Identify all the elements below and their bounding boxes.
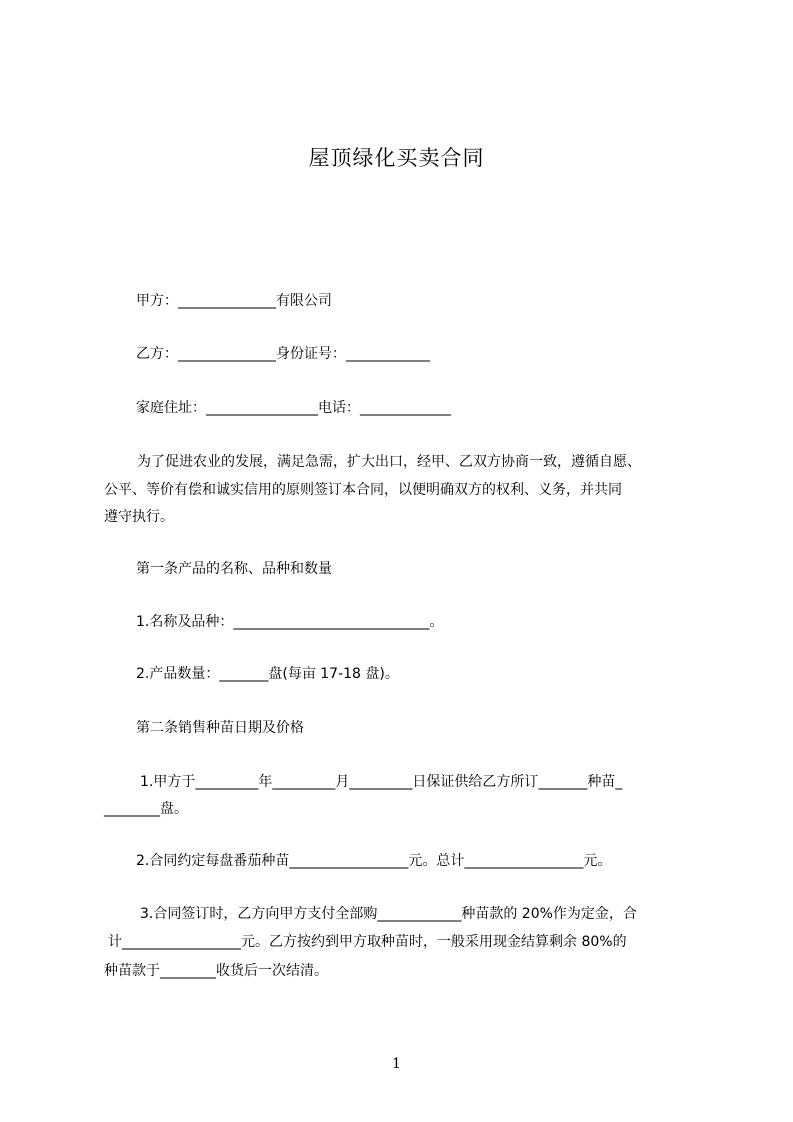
article-1-item-1: 1.名称及品种：____________________________。 xyxy=(136,614,444,630)
article-1-heading: 第一条产品的名称、品种和数量 xyxy=(136,561,332,577)
document-title: 屋顶绿化买卖合同 xyxy=(308,146,485,170)
address-phone-line: 家庭住址：________________电话：_____________ xyxy=(136,400,451,416)
intro-paragraph-line-1: 为了促进农业的发展，满足急需，扩大出口，经甲、乙双方协商一致，遵循自愿、 xyxy=(137,454,641,470)
intro-paragraph-line-3: 遵守执行。 xyxy=(104,509,174,525)
article-2-heading: 第二条销售种苗日期及价格 xyxy=(136,720,304,736)
party-b-line: 乙方：______________身份证号：____________ xyxy=(136,346,430,362)
article-2-item-1-line-2: ________盘。 xyxy=(104,801,188,817)
article-2-item-3-line-3: 种苗款于________收货后一次结清。 xyxy=(104,963,328,979)
party-a-line: 甲方：______________有限公司 xyxy=(136,293,332,309)
article-2-item-3-line-2: 计_________________元。乙方按约到甲方取种苗时，一般采用现金结算剩余 80%的 xyxy=(108,934,627,950)
article-2-item-3-line-1: 3.合同签订时，乙方向甲方支付全部购____________种苗款的 20%作为定金，合 xyxy=(140,906,637,922)
intro-paragraph-line-2: 公平、等价有偿和诚实信用的原则签订本合同，以便明确双方的权利、义务，并共同 xyxy=(104,482,622,498)
page-number: 1 xyxy=(392,1056,401,1072)
article-2-item-1-line-1: 1.甲方于_________年_________月_________日保证供给乙方所订_______种苗_ xyxy=(140,774,623,790)
article-1-item-2: 2.产品数量：_______盘(每亩 17-18 盘)。 xyxy=(136,666,399,682)
article-2-item-2: 2.合同约定每盘番茄种苗_________________元。总计_________________元。 xyxy=(136,853,612,869)
